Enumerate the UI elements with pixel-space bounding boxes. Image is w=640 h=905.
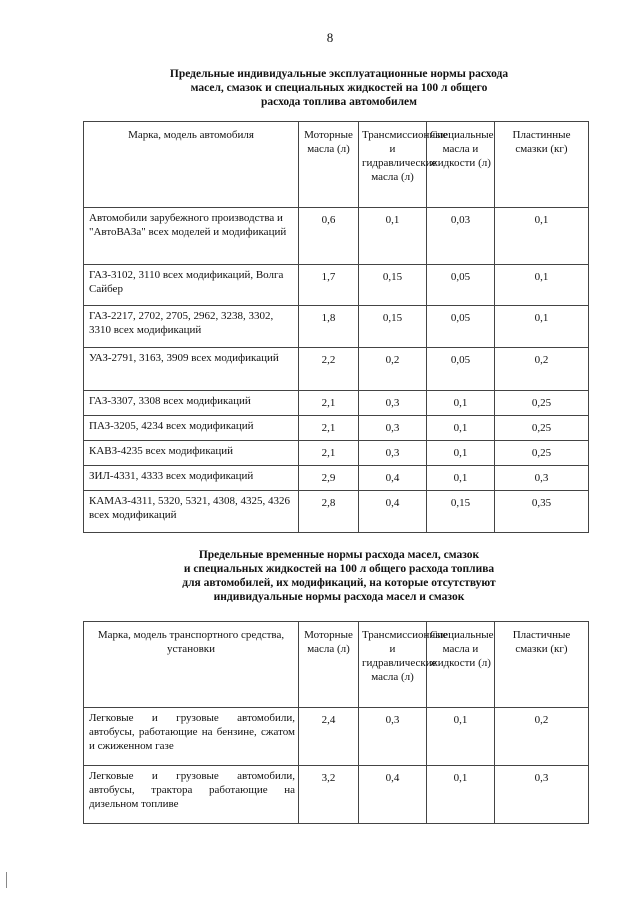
table-row [84, 766, 589, 824]
section1-title [0, 67, 640, 109]
motor-oil-value: 2,9 [299, 466, 359, 491]
column-header-transmission-oil: Трансмиссионные и гидравлические масла (л) [359, 122, 427, 208]
grease-value: 0,35 [495, 491, 589, 533]
section1-title-line: расхода топлива автомобилем [261, 96, 417, 108]
table-header-row [84, 122, 589, 208]
grease-value: 0,3 [495, 766, 589, 824]
transmission-oil-value: 0,2 [359, 348, 427, 391]
table-row [84, 306, 589, 348]
grease-value: 0,25 [495, 391, 589, 416]
transmission-oil-value: 0,3 [359, 708, 427, 766]
column-header-grease: Пластинные смазки (кг) [495, 122, 589, 208]
table-row [84, 416, 589, 441]
motor-oil-value: 2,1 [299, 416, 359, 441]
column-header-special-fluids: Специальные масла и жидкости (л) [427, 122, 495, 208]
motor-oil-value: 2,1 [299, 441, 359, 466]
motor-oil-value: 0,6 [299, 208, 359, 265]
column-header-special-fluids: Специальные масла и жидкости (л) [427, 622, 495, 708]
table-row [84, 265, 589, 306]
section2-title-line: и специальных жидкостей на 100 л общего расхода топлива [183, 563, 495, 575]
table-row [84, 391, 589, 416]
column-header-motor-oil: Моторные масла (л) [299, 122, 359, 208]
vehicle-type: Легковые и грузовые автомобили, автобусы, работающие на бензине, сжатом и сжиженном газе [84, 708, 299, 766]
temporary-norms-table [83, 621, 589, 824]
column-header-model: Марка, модель автомобиля [84, 122, 299, 208]
section1-title-line: Предельные индивидуальные эксплуатационные нормы расхода [169, 68, 509, 80]
column-header-model: Марка, модель транспортного средства, установки [84, 622, 299, 708]
grease-value: 0,3 [495, 466, 589, 491]
section2-title-line: Предельные временные нормы расхода масел, смазок [198, 549, 480, 561]
vehicle-model: Автомобили зарубежного производства и "АвтоВАЗа" всех моделей и модификаций [84, 208, 299, 265]
transmission-oil-value: 0,3 [359, 416, 427, 441]
special-fluids-value: 0,05 [427, 348, 495, 391]
vehicle-model: УАЗ-2791, 3163, 3909 всех модификаций [84, 348, 299, 391]
transmission-oil-value: 0,3 [359, 441, 427, 466]
table-header-row [84, 622, 589, 708]
page-number: 8 [326, 30, 334, 45]
section2-title-line: индивидуальные нормы расхода масел и смазок [213, 591, 465, 603]
table-row [84, 348, 589, 391]
special-fluids-value: 0,1 [427, 766, 495, 824]
section1-title-line: масел, смазок и специальных жидкостей на 100 л общего [190, 82, 488, 94]
vehicle-model: КАВЗ-4235 всех модификаций [84, 441, 299, 466]
section2-title-line: для автомобилей, их модификаций, на которые отсутствуют [182, 577, 496, 589]
transmission-oil-value: 0,1 [359, 208, 427, 265]
transmission-oil-value: 0,3 [359, 391, 427, 416]
special-fluids-value: 0,1 [427, 708, 495, 766]
vehicle-model: ПАЗ-3205, 4234 всех модификаций [84, 416, 299, 441]
grease-value: 0,1 [495, 306, 589, 348]
vehicle-model: ГАЗ-3102, 3110 всех модификаций, Волга Сайбер [84, 265, 299, 306]
special-fluids-value: 0,1 [427, 416, 495, 441]
transmission-oil-value: 0,4 [359, 491, 427, 533]
special-fluids-value: 0,1 [427, 466, 495, 491]
grease-value: 0,1 [495, 265, 589, 306]
special-fluids-value: 0,1 [427, 441, 495, 466]
grease-value: 0,1 [495, 208, 589, 265]
motor-oil-value: 2,1 [299, 391, 359, 416]
special-fluids-value: 0,1 [427, 391, 495, 416]
table-row [84, 491, 589, 533]
section2-title [0, 548, 640, 604]
transmission-oil-value: 0,4 [359, 466, 427, 491]
special-fluids-value: 0,03 [427, 208, 495, 265]
motor-oil-value: 1,7 [299, 265, 359, 306]
motor-oil-value: 1,8 [299, 306, 359, 348]
vehicle-model: КАМАЗ-4311, 5320, 5321, 4308, 4325, 4326 всех модификаций [84, 491, 299, 533]
grease-value: 0,25 [495, 441, 589, 466]
motor-oil-value: 2,4 [299, 708, 359, 766]
special-fluids-value: 0,15 [427, 491, 495, 533]
vehicle-model: ГАЗ-2217, 2702, 2705, 2962, 3238, 3302, 3310 всех модификаций [84, 306, 299, 348]
column-header-motor-oil: Моторные масла (л) [299, 622, 359, 708]
vehicle-model: ЗИЛ-4331, 4333 всех модификаций [84, 466, 299, 491]
motor-oil-value: 2,2 [299, 348, 359, 391]
vehicle-type: Легковые и грузовые автомобили, автобусы, трактора работающие на дизельном топливе [84, 766, 299, 824]
table-row [84, 441, 589, 466]
grease-value: 0,2 [495, 348, 589, 391]
motor-oil-value: 2,8 [299, 491, 359, 533]
grease-value: 0,2 [495, 708, 589, 766]
transmission-oil-value: 0,15 [359, 265, 427, 306]
column-header-grease: Пластичные смазки (кг) [495, 622, 589, 708]
motor-oil-value: 3,2 [299, 766, 359, 824]
table-row [84, 208, 589, 265]
table-row [84, 466, 589, 491]
scan-edge-mark [6, 872, 7, 888]
special-fluids-value: 0,05 [427, 265, 495, 306]
grease-value: 0,25 [495, 416, 589, 441]
transmission-oil-value: 0,15 [359, 306, 427, 348]
column-header-transmission-oil: Трансмиссионные и гидравлические масла (л) [359, 622, 427, 708]
special-fluids-value: 0,05 [427, 306, 495, 348]
vehicle-model: ГАЗ-3307, 3308 всех модификаций [84, 391, 299, 416]
table-row [84, 708, 589, 766]
transmission-oil-value: 0,4 [359, 766, 427, 824]
individual-norms-table [83, 121, 589, 533]
